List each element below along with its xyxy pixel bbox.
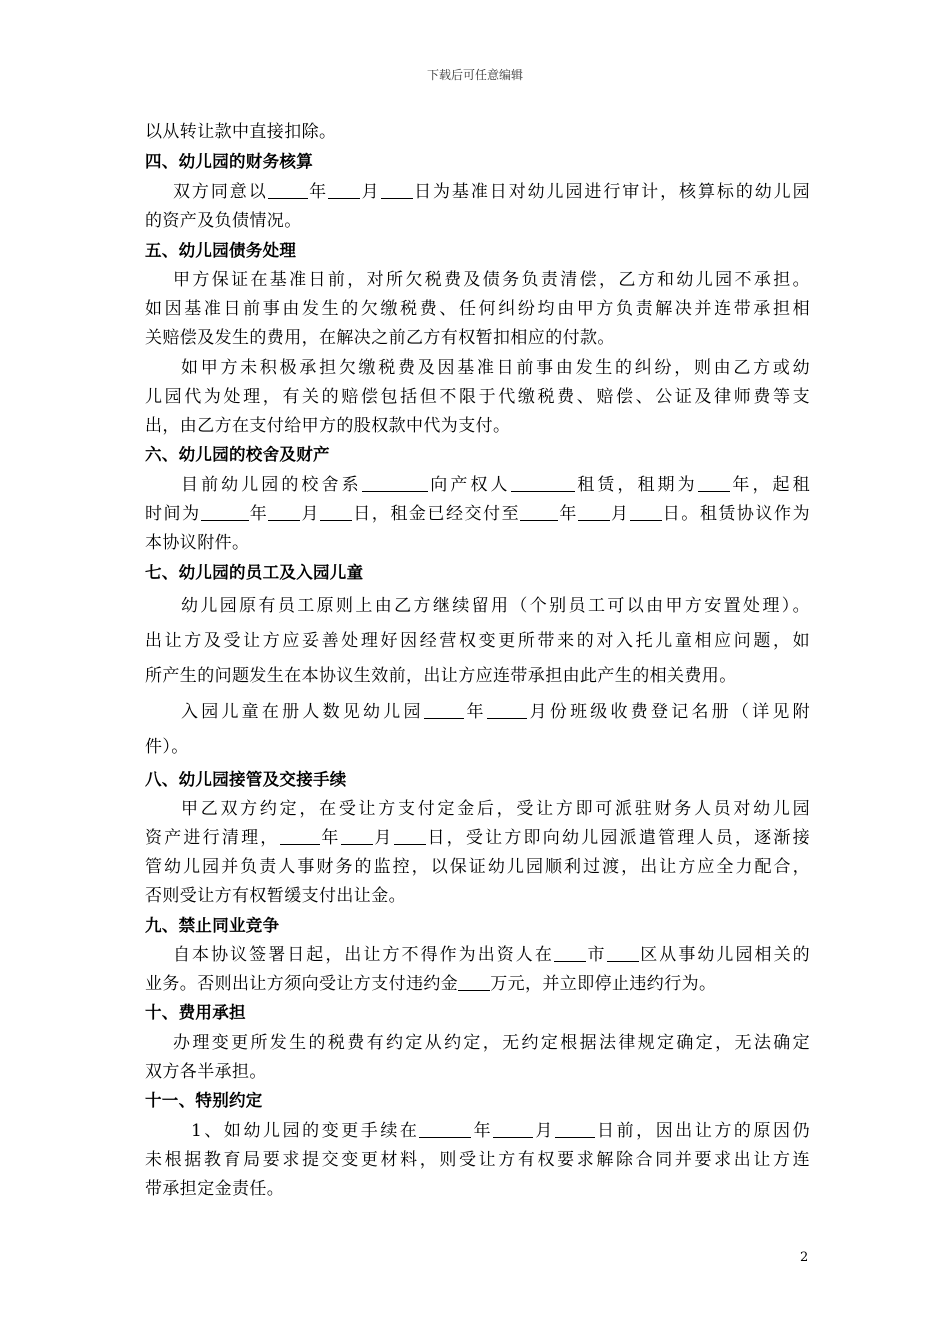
text-run: 月份班级收费登记名册（详见附 xyxy=(526,702,810,722)
blank-field xyxy=(511,474,575,492)
paragraph-line: 甲乙双方约定，在受让方支付定金后，受让方即可派驻财务人员对幼儿园 xyxy=(181,799,810,819)
text-run: 月 xyxy=(360,182,381,202)
text-run: 年 xyxy=(463,702,487,722)
section-heading: 四、幼儿园的财务核算 xyxy=(145,152,313,171)
text-run: 年 xyxy=(471,1121,494,1141)
section-heading: 八、幼儿园接管及交接手续 xyxy=(145,770,347,789)
text-run: 年，起租 xyxy=(729,475,810,495)
blank-field xyxy=(493,1120,533,1138)
blank-field xyxy=(487,701,527,719)
paragraph-line: 办理变更所发生的税费有约定从约定，无约定根据法律规定确定，无法确定 xyxy=(173,1033,810,1053)
text-run: 入园儿童在册人数见幼儿园 xyxy=(181,702,424,722)
text-run: 市 xyxy=(585,945,607,965)
paragraph-line: 以从转让款中直接扣除。 xyxy=(145,122,337,142)
paragraph-line: 双方各半承担。 xyxy=(145,1062,267,1082)
text-run: 年 xyxy=(558,504,578,524)
paragraph-line: 本协议附件。 xyxy=(145,533,250,553)
paragraph-line: 儿园代为处理，有关的赔偿包括但不限于代缴税费、赔偿、公证及律师费等支 xyxy=(145,387,810,407)
text-run: 资产进行清理， xyxy=(145,828,280,848)
blank-field xyxy=(698,474,730,492)
paragraph-line: 出让方及受让方应妥善处理好因经营权变更所带来的对入托儿童相应问题，如 xyxy=(145,631,810,651)
text-run: 日，租金已经交付至 xyxy=(352,504,521,524)
paragraph-line: 件）。 xyxy=(145,737,189,757)
page-header: 下载后可任意编辑 xyxy=(426,68,523,82)
text-run: 日。租赁协议作为 xyxy=(661,504,810,524)
text-run: 月 xyxy=(609,504,630,524)
paragraph-line xyxy=(145,180,810,204)
paragraph-line xyxy=(145,826,810,850)
paragraph-line xyxy=(145,943,810,967)
text-run: 日，受让方即向幼儿园派遣管理人员，逐渐接 xyxy=(425,828,810,848)
blank-field xyxy=(341,827,373,845)
blank-field xyxy=(555,1120,595,1138)
paragraph-line: 的资产及负债情况。 xyxy=(145,211,302,231)
text-run: 双方同意以 xyxy=(173,182,268,202)
text-run: 业务。否则出让方须向受让方支付违约金 xyxy=(145,974,459,994)
page-number: 2 xyxy=(800,1250,809,1265)
section-heading: 五、幼儿园债务处理 xyxy=(145,241,297,260)
text-run: 年 xyxy=(319,828,341,848)
text-run: 年 xyxy=(307,182,329,202)
blank-field xyxy=(280,827,320,845)
blank-field xyxy=(362,474,428,492)
paragraph-line: 所产生的问题发生在本协议生效前，出让方应连带承担由此产生的相关费用。 xyxy=(145,666,737,686)
text-run: 月 xyxy=(300,504,321,524)
blank-field xyxy=(381,181,413,199)
blank-field xyxy=(419,1120,471,1138)
blank-field xyxy=(201,503,249,521)
blank-field xyxy=(328,181,360,199)
text-run: 万元，并立即停止违约行为。 xyxy=(490,974,717,994)
paragraph-line xyxy=(145,502,810,526)
section-heading: 七、幼儿园的员工及入园儿童 xyxy=(145,563,364,582)
paragraph-line xyxy=(145,700,810,724)
text-run: 租赁，租期为 xyxy=(574,475,698,495)
section-heading: 十、费用承担 xyxy=(145,1003,246,1022)
text-run: 自本协议签署日起，出让方不得作为出资人在 xyxy=(173,945,554,965)
text-run: 时间为 xyxy=(145,504,201,524)
section-heading: 六、幼儿园的校舍及财产 xyxy=(145,445,330,464)
paragraph-line: 如甲方未积极承担欠缴税费及因基准日前事由发生的纠纷，则由乙方或幼 xyxy=(181,358,810,378)
blank-field xyxy=(578,503,610,521)
text-run: 区从事幼儿园相关的 xyxy=(638,945,811,965)
paragraph-line: 否则受让方有权暂缓支付出让金。 xyxy=(145,886,406,906)
paragraph-line xyxy=(145,972,810,996)
text-run: 月 xyxy=(533,1121,555,1141)
text-run: 年 xyxy=(248,504,269,524)
text-run: 日前，因出让方的原因仍 xyxy=(594,1121,810,1141)
paragraph-line: 未根据教育局要求提交变更材料，则受让方有权要求解除合同并要求出让方连 xyxy=(145,1150,810,1170)
blank-field xyxy=(554,944,586,962)
blank-field xyxy=(320,503,352,521)
paragraph-line: 带承担定金责任。 xyxy=(145,1179,285,1199)
text-run: 向产权人 xyxy=(427,475,511,495)
text-run: 月 xyxy=(372,828,394,848)
paragraph-line: 管幼儿园并负责人事财务的监控，以保证幼儿园顺利过渡，出让方应全力配合， xyxy=(145,857,810,877)
blank-field xyxy=(520,503,558,521)
text-run: 1、如幼儿园的变更手续在 xyxy=(191,1121,420,1141)
text-run: 日为基准日对幼儿园进行审计，核算标的幼儿园 xyxy=(412,182,810,202)
paragraph-line: 关赔偿及发生的费用，在解决之前乙方有权暂扣相应的付款。 xyxy=(145,328,615,348)
blank-field xyxy=(424,701,464,719)
paragraph-line: 如因基准日前事由发生的欠缴税费、任何纠纷均由甲方负责解决并连带承担相 xyxy=(145,299,810,319)
section-heading: 九、禁止同业竞争 xyxy=(145,916,280,935)
paragraph-line xyxy=(145,1119,810,1143)
text-run: 目前幼儿园的校舍系 xyxy=(181,475,362,495)
blank-field xyxy=(268,503,300,521)
blank-field xyxy=(268,181,308,199)
blank-field xyxy=(607,944,639,962)
blank-field xyxy=(458,973,490,991)
blank-field xyxy=(630,503,662,521)
blank-field xyxy=(394,827,426,845)
section-heading: 十一、特别约定 xyxy=(145,1091,263,1110)
paragraph-line: 甲方保证在基准日前，对所欠税费及债务负责清偿，乙方和幼儿园不承担。 xyxy=(173,270,810,290)
paragraph-line: 出，由乙方在支付给甲方的股权款中代为支付。 xyxy=(145,416,511,436)
paragraph-line xyxy=(145,473,810,497)
paragraph-line: 幼儿园原有员工原则上由乙方继续留用（个别员工可以由甲方安置处理）。 xyxy=(181,596,810,616)
